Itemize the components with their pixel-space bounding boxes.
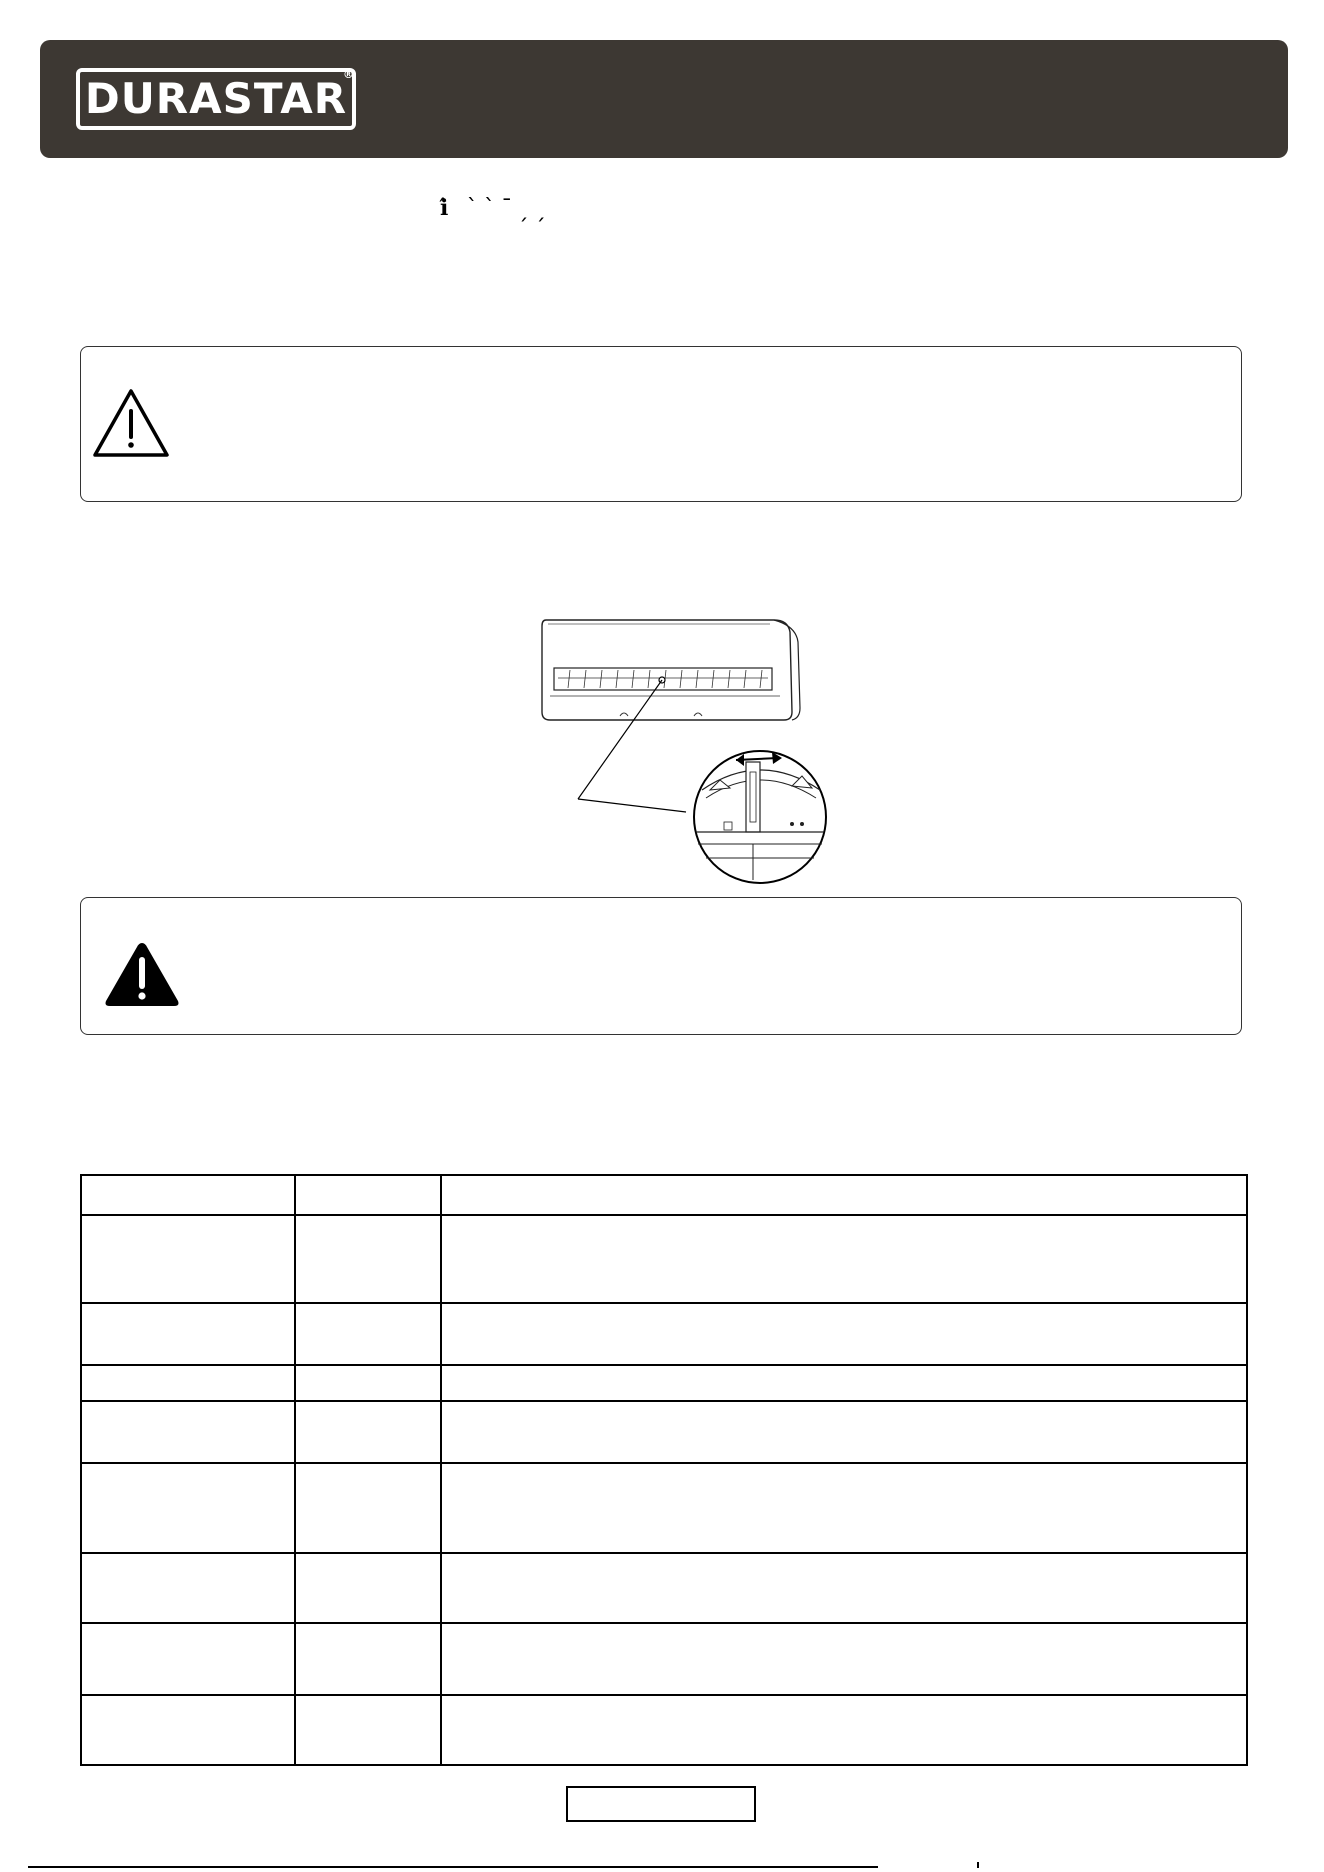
table-cell — [295, 1303, 441, 1365]
table-cell — [295, 1365, 441, 1401]
table-cell — [295, 1215, 441, 1303]
table-cell — [295, 1623, 441, 1695]
table-cell — [81, 1365, 295, 1401]
table-cell — [81, 1401, 295, 1463]
table-cell — [441, 1695, 1247, 1765]
louver-detail-icon — [694, 751, 826, 883]
table-cell — [81, 1215, 295, 1303]
table-cell — [295, 1463, 441, 1553]
warning-outline-icon — [91, 387, 171, 459]
table-cell — [295, 1553, 441, 1623]
bottom-tick-mark — [977, 1862, 979, 1868]
warning-box — [80, 897, 1242, 1035]
table-cell — [441, 1401, 1247, 1463]
table-row — [81, 1303, 1247, 1365]
table-header-row — [81, 1175, 1247, 1215]
table-row — [81, 1553, 1247, 1623]
table-row — [81, 1695, 1247, 1765]
table-cell — [81, 1303, 295, 1365]
table-cell — [81, 1463, 295, 1553]
table-row — [81, 1401, 1247, 1463]
troubleshooting-table — [80, 1174, 1246, 1766]
warning-filled-icon — [103, 940, 181, 1008]
table-cell — [441, 1303, 1247, 1365]
table-cell — [295, 1401, 441, 1463]
table-row — [81, 1215, 1247, 1303]
air-conditioner-unit-icon — [542, 620, 800, 720]
table-row — [81, 1623, 1247, 1695]
table-cell — [81, 1553, 295, 1623]
table-row — [81, 1365, 1247, 1401]
table-header — [81, 1175, 295, 1215]
brand-logo — [76, 68, 356, 130]
garbled-glyph-line: ℹ̂ ̀ ̀ ̄ ̗ ̗ — [440, 196, 539, 221]
bottom-divider — [28, 1866, 878, 1868]
caution-box — [80, 346, 1242, 502]
table-cell — [441, 1463, 1247, 1553]
table-cell — [295, 1695, 441, 1765]
table-cell — [441, 1553, 1247, 1623]
table-header — [295, 1175, 441, 1215]
brand-name: DURASTAR — [84, 74, 348, 123]
table-cell — [81, 1695, 295, 1765]
table-cell — [81, 1623, 295, 1695]
page-number-box — [566, 1786, 756, 1822]
table-row — [81, 1463, 1247, 1553]
registered-mark: ® — [343, 68, 354, 81]
header-bar — [40, 40, 1288, 158]
air-conditioner-figure — [530, 612, 830, 892]
table-cell — [441, 1623, 1247, 1695]
table-header — [441, 1175, 1247, 1215]
table-cell — [441, 1215, 1247, 1303]
table-cell — [441, 1365, 1247, 1401]
